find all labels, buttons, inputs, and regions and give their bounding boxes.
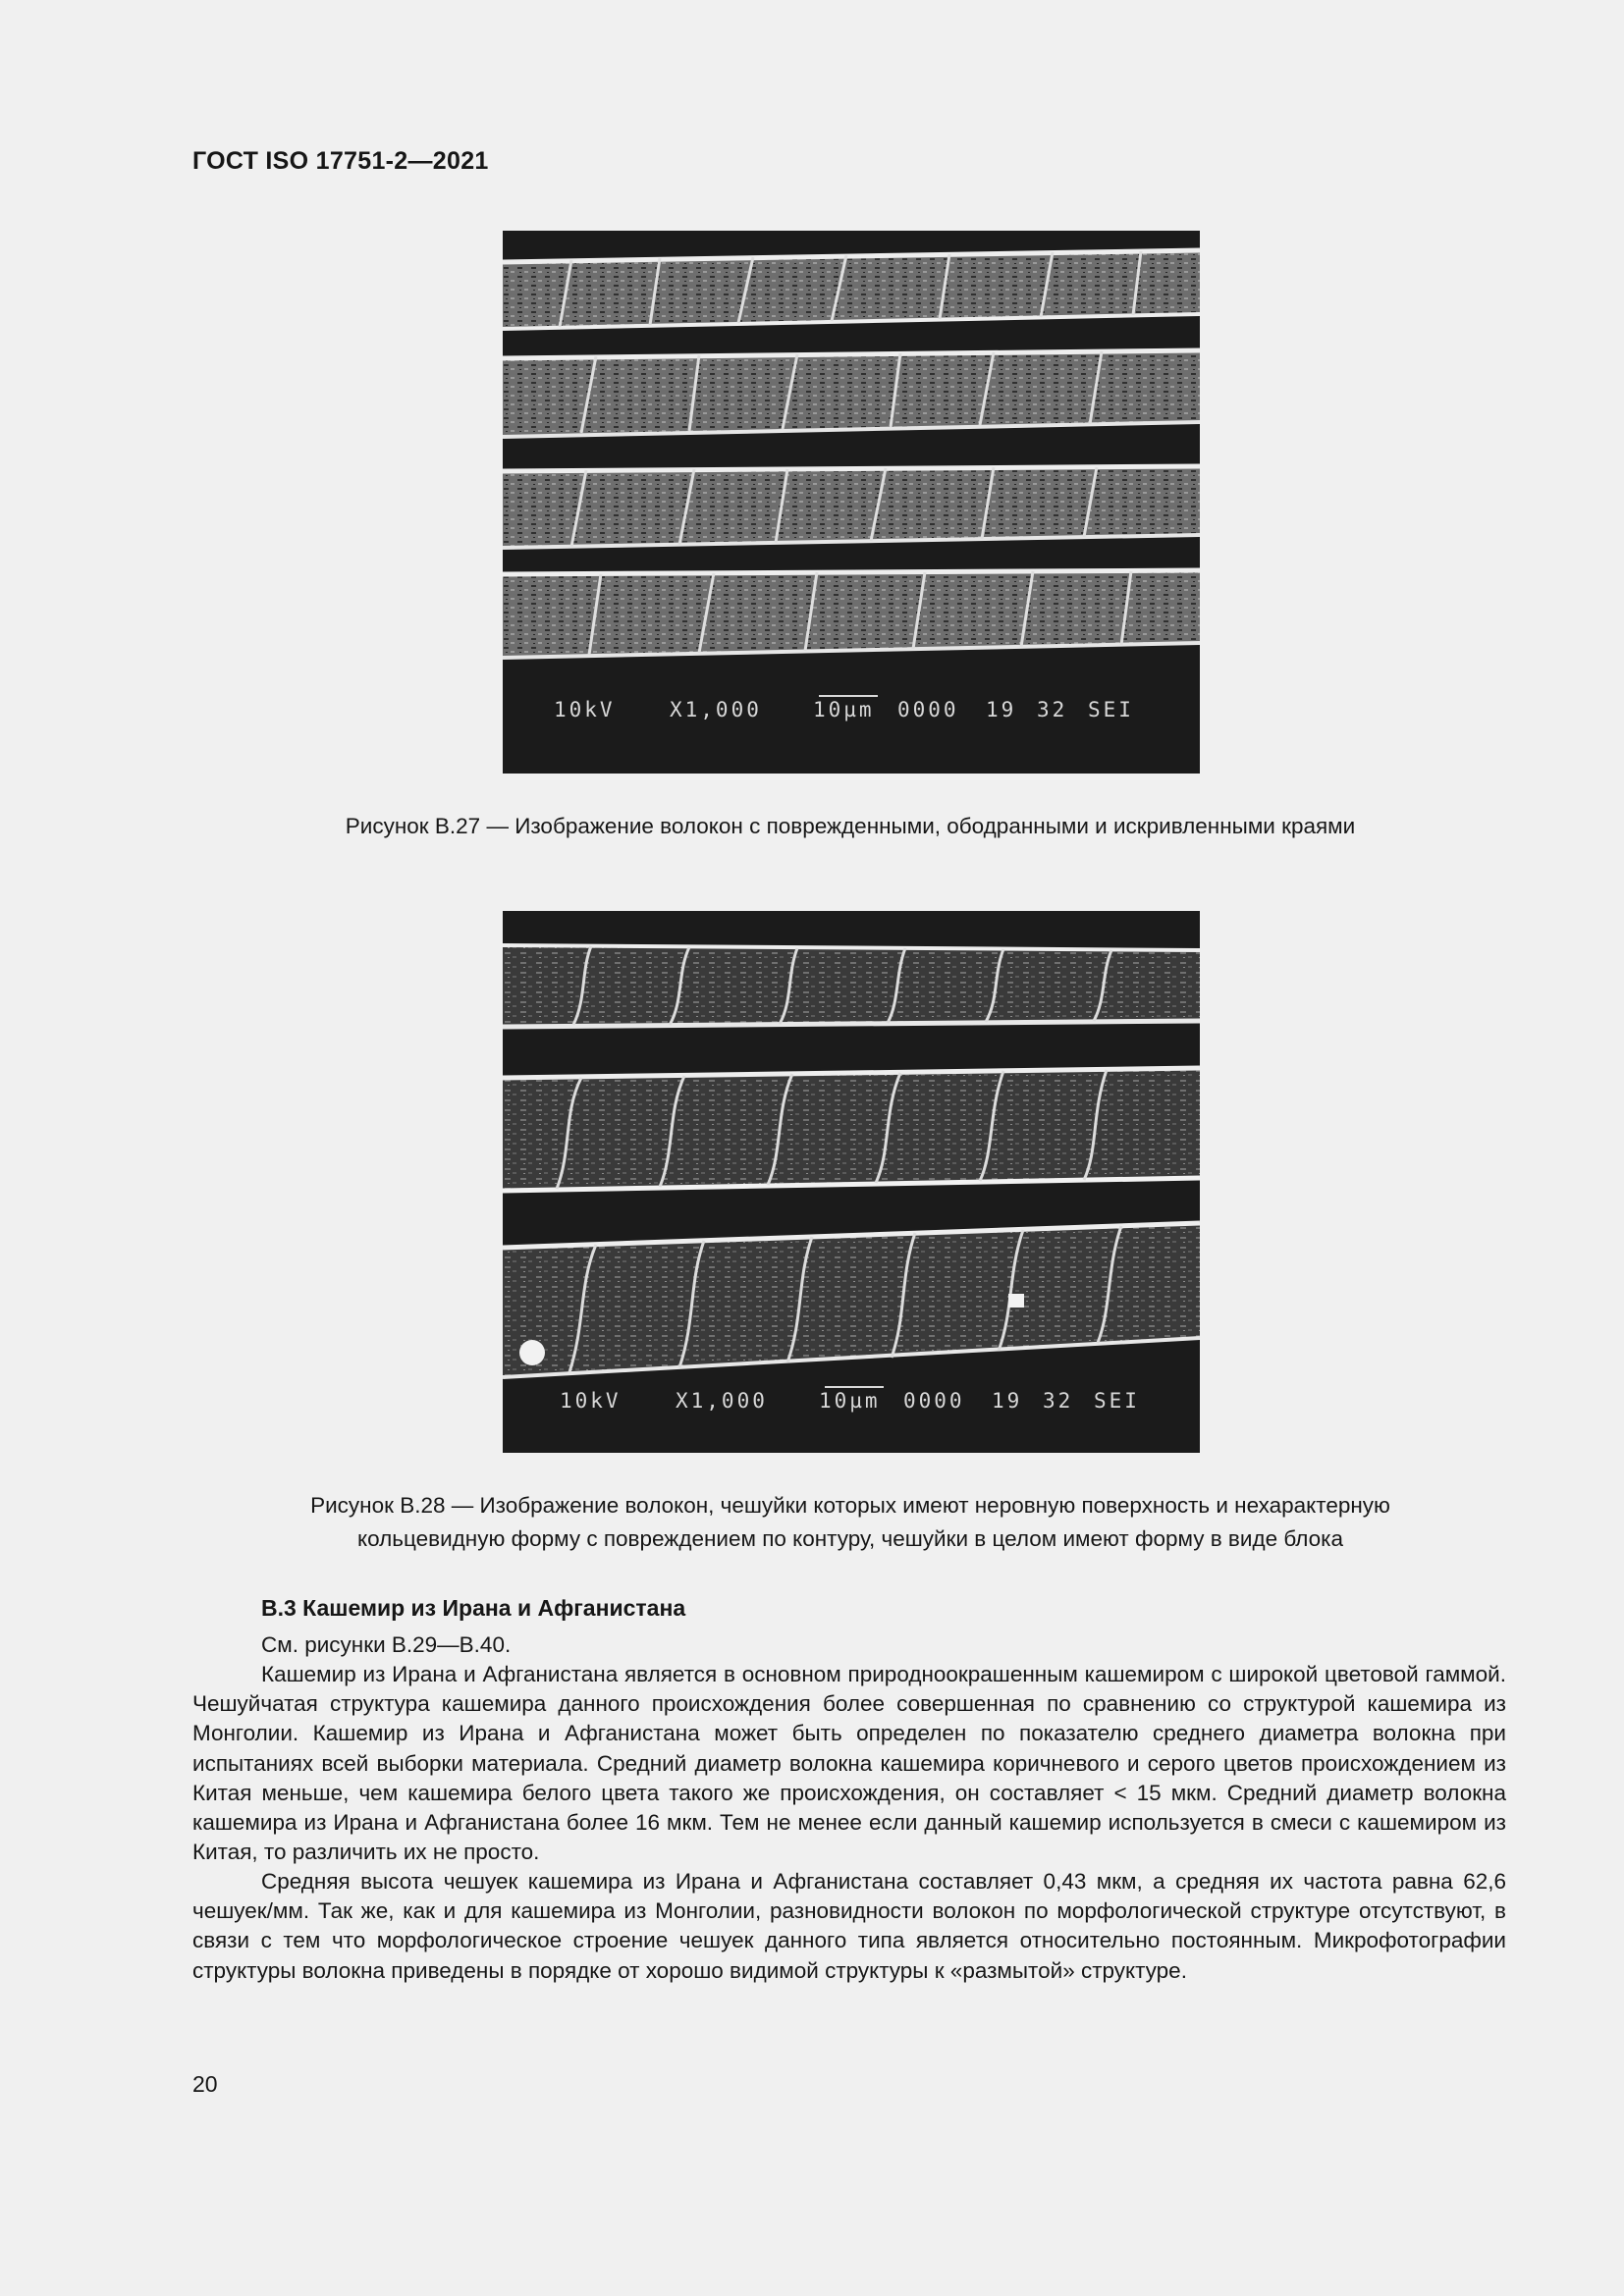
section-heading: В.3 Кашемир из Ирана и Афганистана xyxy=(261,1595,686,1621)
fiber-strand xyxy=(503,570,1200,658)
sem-label-magnification: X1,000 xyxy=(676,1389,768,1413)
sem-label-magnification: X1,000 xyxy=(670,698,762,721)
sem-label-mode: SEI xyxy=(1094,1389,1140,1413)
sem-image-b27 xyxy=(503,231,1200,774)
paragraph-text: Кашемир из Ирана и Афганистана является в основном природноокрашенным кашемиром с широкой цветовой гаммой. Чешуйчатая структура кашемира данного происхождения более совершенная по сравнению со структурой кашемира из Монголии. Кашемир из Ирана и Афганистана может быть определен по показателю среднего диаметра волокна при испытаниях всей выборки материала. Средний диаметр волокна кашемира коричневого и серого цветов происхождением из Китая меньше, чем кашемира белого цвета такого же происхождения, он составляет < 15 мкм. Средний диаметр волокна кашемира из Ирана и Афганистана более 16 мкм. Тем не менее если данный кашемир используется в смеси с кашемиром из Китая, то различить их не просто. xyxy=(192,1662,1506,1865)
sem-label-num2: 32 xyxy=(1043,1389,1074,1413)
figure-reference xyxy=(192,1630,1506,1660)
paragraph-text: Средняя высота чешуек кашемира из Ирана и Афганистана составляет 0,43 мкм, а средняя их частота равна 62,6 чешуек/мм. Так же, как и для кашемира из Монголии, разновидности волокон по морфологической структуре отсутствуют, в связи с тем что морфологическое строение чешуек данного типа является относительно постоянным. Микрофотографии структуры волокна приведены в порядке от хорошо видимой структуры к «размытой» структуре. xyxy=(192,1869,1506,1983)
page-number: 20 xyxy=(192,2071,218,2097)
sem-image-b28 xyxy=(503,911,1200,1453)
sem-label-code: 0000 xyxy=(903,1389,965,1413)
sem-info-bar xyxy=(560,1387,1140,1413)
fiber-strand xyxy=(503,466,1200,548)
see-ref-text: См. рисунки В.29—В.40. xyxy=(261,1632,512,1657)
sem-info-bar xyxy=(554,696,1134,721)
sem-label-mode: SEI xyxy=(1088,698,1134,721)
document-header: ГОСТ ISO 17751-2—2021 xyxy=(192,147,489,175)
sem-label-num1: 19 xyxy=(992,1389,1023,1413)
paragraph-2 xyxy=(192,1867,1506,1986)
figure-b27-caption: Рисунок В.27 — Изображение волокон с поврежденными, ободранными и искривленными краями xyxy=(345,814,1356,838)
caption-line: Рисунок В.28 — Изображение волокон, чешуйки которых имеют неровную поверхность и нехарактерную xyxy=(310,1493,1390,1518)
paragraph-1 xyxy=(192,1660,1506,1867)
sem-label-voltage: 10kV xyxy=(560,1389,622,1413)
fiber-strand xyxy=(503,945,1200,1027)
figure-b28-micrograph xyxy=(503,911,1200,1453)
caption-line: кольцевидную форму с повреждением по контуру, чешуйки в целом имеют форму в виде блока xyxy=(357,1526,1343,1551)
sem-label-voltage: 10kV xyxy=(554,698,616,721)
sem-label-num2: 32 xyxy=(1037,698,1068,721)
sem-label-num1: 19 xyxy=(986,698,1017,721)
figure-b28-caption xyxy=(192,1489,1508,1556)
fiber-strand xyxy=(503,1068,1200,1191)
fiber-strand xyxy=(503,350,1200,437)
figure-b27-micrograph xyxy=(503,231,1200,774)
sem-label-scale: 10µm xyxy=(819,1389,881,1413)
fiber-strand xyxy=(503,1223,1200,1377)
sem-label-code: 0000 xyxy=(897,698,959,721)
sem-label-scale: 10µm xyxy=(813,698,875,721)
fiber-strand xyxy=(503,250,1200,329)
